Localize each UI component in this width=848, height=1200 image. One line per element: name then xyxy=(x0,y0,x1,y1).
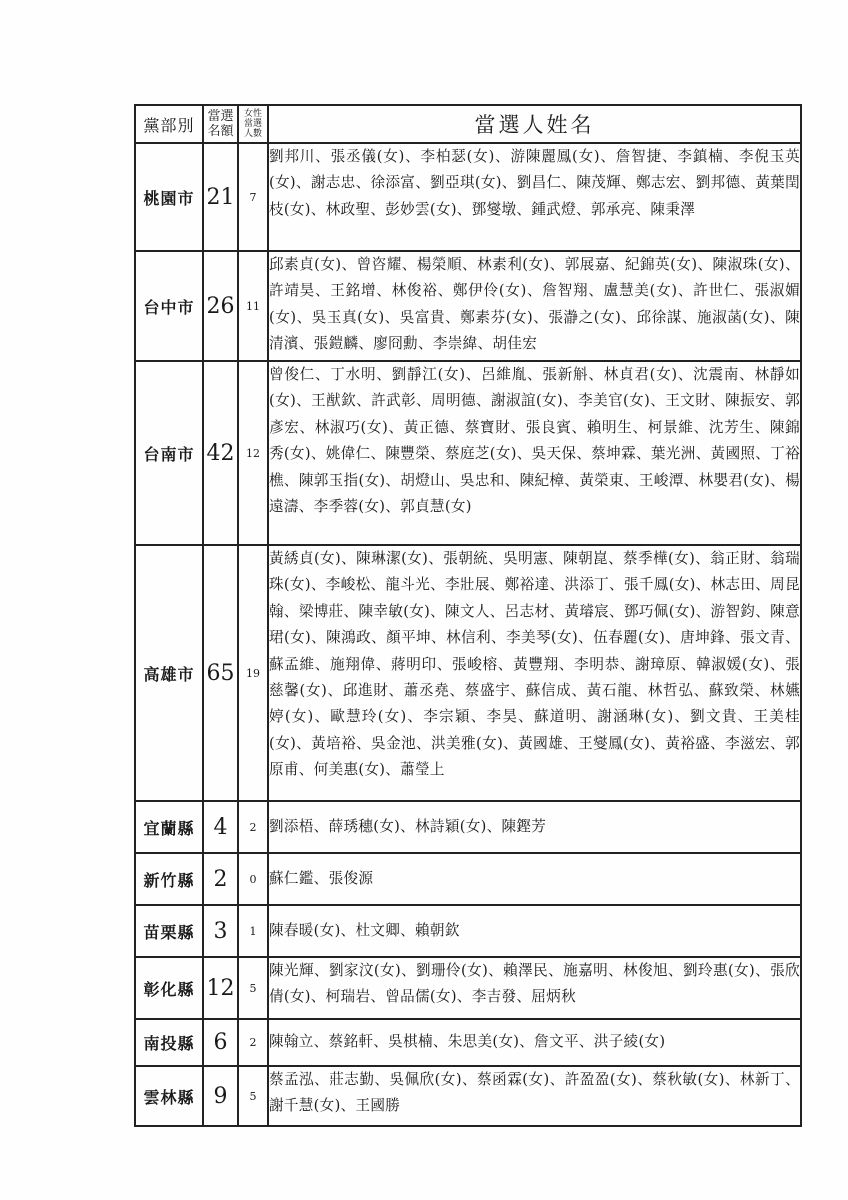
table-row xyxy=(135,801,801,853)
header-party: 黨部別 xyxy=(135,105,203,143)
region-cell: 雲林縣 xyxy=(135,1066,203,1126)
women-count-cell: 1 xyxy=(238,905,268,957)
women-count-cell: 2 xyxy=(238,1019,268,1066)
header-names: 當選人姓名 xyxy=(268,105,801,143)
quota-cell: 26 xyxy=(203,251,238,361)
women-count-cell: 11 xyxy=(238,251,268,361)
women-count-cell: 5 xyxy=(238,957,268,1019)
names-cell: 劉邦川、張丞儀(女)、李柏瑟(女)、游陳麗鳳(女)、詹智捷、李鎮楠、李倪玉英(女)、謝志忠、徐添富、劉亞琪(女)、劉昌仁、陳茂輝、鄭志宏、劉邦德、黃葉閏枝(女)、林政聖、彭妙雲(女)、鄧燮墩、鍾武燈、郭承亮、陳秉澤 xyxy=(268,143,801,251)
women-count-cell: 12 xyxy=(238,361,268,545)
region-cell: 台中市 xyxy=(135,251,203,361)
header-row xyxy=(135,105,801,143)
women-count-cell: 5 xyxy=(238,1066,268,1126)
table-row xyxy=(135,1066,801,1126)
table-row xyxy=(135,853,801,905)
table-row xyxy=(135,143,801,251)
table-row xyxy=(135,545,801,801)
quota-cell: 9 xyxy=(203,1066,238,1126)
region-cell: 南投縣 xyxy=(135,1019,203,1066)
quota-cell: 65 xyxy=(203,545,238,801)
region-cell: 桃園市 xyxy=(135,143,203,251)
women-count-cell: 19 xyxy=(238,545,268,801)
names-cell: 曾俊仁、丁水明、劉靜江(女)、呂維胤、張新斛、林貞君(女)、沈震南、林靜如(女)、王猷欽、許武彰、周明德、謝淑誼(女)、李美官(女)、王文財、陳振安、郭彥宏、林淑巧(女)、黃正德、蔡寶財、張良賓、賴明生、柯景維、沈芳生、陳錦秀(女)、姚偉仁、陳豐榮、蔡庭芝(女)、吳天保、蔡坤霖、葉光洲、黃國照、丁裕樵、陳郭玉指(女)、胡燈山、吳忠和、陳紀樟、黃榮東、王峻潭、林嬰君(女)、楊遠濤、李季蓉(女)、郭貞慧(女) xyxy=(268,361,801,545)
quota-cell: 4 xyxy=(203,801,238,853)
quota-cell: 2 xyxy=(203,853,238,905)
women-count-cell: 7 xyxy=(238,143,268,251)
names-cell: 陳春暖(女)、杜文卿、賴朝欽 xyxy=(268,905,801,957)
names-cell: 陳翰立、蔡銘軒、吳棋楠、朱思美(女)、詹文平、洪子綾(女) xyxy=(268,1019,801,1066)
quota-cell: 12 xyxy=(203,957,238,1019)
quota-cell: 3 xyxy=(203,905,238,957)
names-cell: 陳光輝、劉家汶(女)、劉珊伶(女)、賴澤民、施嘉明、林俊旭、劉玲惠(女)、張欣倩(女)、柯瑞岩、曾品儒(女)、李吉發、屈炳秋 xyxy=(268,957,801,1019)
table-row xyxy=(135,957,801,1019)
region-cell: 苗栗縣 xyxy=(135,905,203,957)
names-cell: 蔡孟泓、莊志勤、吳佩欣(女)、蔡函霖(女)、許盈盈(女)、蔡秋敏(女)、林新丁、謝千慧(女)、王國勝 xyxy=(268,1066,801,1126)
table-row xyxy=(135,361,801,545)
region-cell: 彰化縣 xyxy=(135,957,203,1019)
region-cell: 新竹縣 xyxy=(135,853,203,905)
quota-cell: 42 xyxy=(203,361,238,545)
women-count-cell: 2 xyxy=(238,801,268,853)
quota-cell: 21 xyxy=(203,143,238,251)
region-cell: 高雄市 xyxy=(135,545,203,801)
header-women: 女性 當選 人數 xyxy=(238,105,268,143)
table-row xyxy=(135,251,801,361)
names-cell: 劉添梧、薛琇穗(女)、林詩穎(女)、陳鏗芳 xyxy=(268,801,801,853)
women-count-cell: 0 xyxy=(238,853,268,905)
table-row xyxy=(135,1019,801,1066)
region-cell: 台南市 xyxy=(135,361,203,545)
header-quota: 當選 名額 xyxy=(203,105,238,143)
names-cell: 黃綉貞(女)、陳琳潔(女)、張朝統、吳明憲、陳朝崑、蔡季樺(女)、翁正財、翁瑞珠(女)、李峻松、龍斗光、李壯展、鄭裕達、洪添丁、張千鳳(女)、林志田、周昆翰、梁博莊、陳幸敏(女)、陳文人、呂志材、黃璿宸、鄧巧佩(女)、游智鈞、陳意珺(女)、陳鴻政、顏平坤、林信利、李美琴(女)、伍春麗(女)、唐坤鋒、張文青、蘇孟維、施翔偉、蔣明印、張峻榕、黃豐翔、李明恭、謝璋原、韓淑媛(女)、張慈馨(女)、邱進財、蕭丞堯、蔡盛宇、蘇信成、黃石龍、林哲弘、蘇致榮、林嬿婷(女)、歐慧玲(女)、李宗穎、李昊、蘇道明、謝涵琳(女)、劉文貴、王美桂(女)、黃培裕、吳金池、洪美雅(女)、黃國雄、王燮鳳(女)、黃裕盛、李滋宏、郭原甫、何美惠(女)、蕭瑩上 xyxy=(268,545,801,801)
names-cell: 邱素貞(女)、曾咨耀、楊榮順、林素利(女)、郭展嘉、紀錦英(女)、陳淑珠(女)、許靖昊、王銘增、林俊裕、鄭伊伶(女)、詹智翔、盧慧美(女)、許世仁、張淑媚(女)、吳玉真(女)、吳富貴、鄭素芬(女)、張瀞之(女)、邱徐謀、施淑菡(女)、陳清濱、張鎧麟、廖冏勳、李崇緯、胡佳宏 xyxy=(268,251,801,361)
names-cell: 蘇仁鑑、張俊源 xyxy=(268,853,801,905)
region-cell: 宜蘭縣 xyxy=(135,801,203,853)
table-row xyxy=(135,905,801,957)
quota-cell: 6 xyxy=(203,1019,238,1066)
elected-roster-table xyxy=(134,104,802,1127)
